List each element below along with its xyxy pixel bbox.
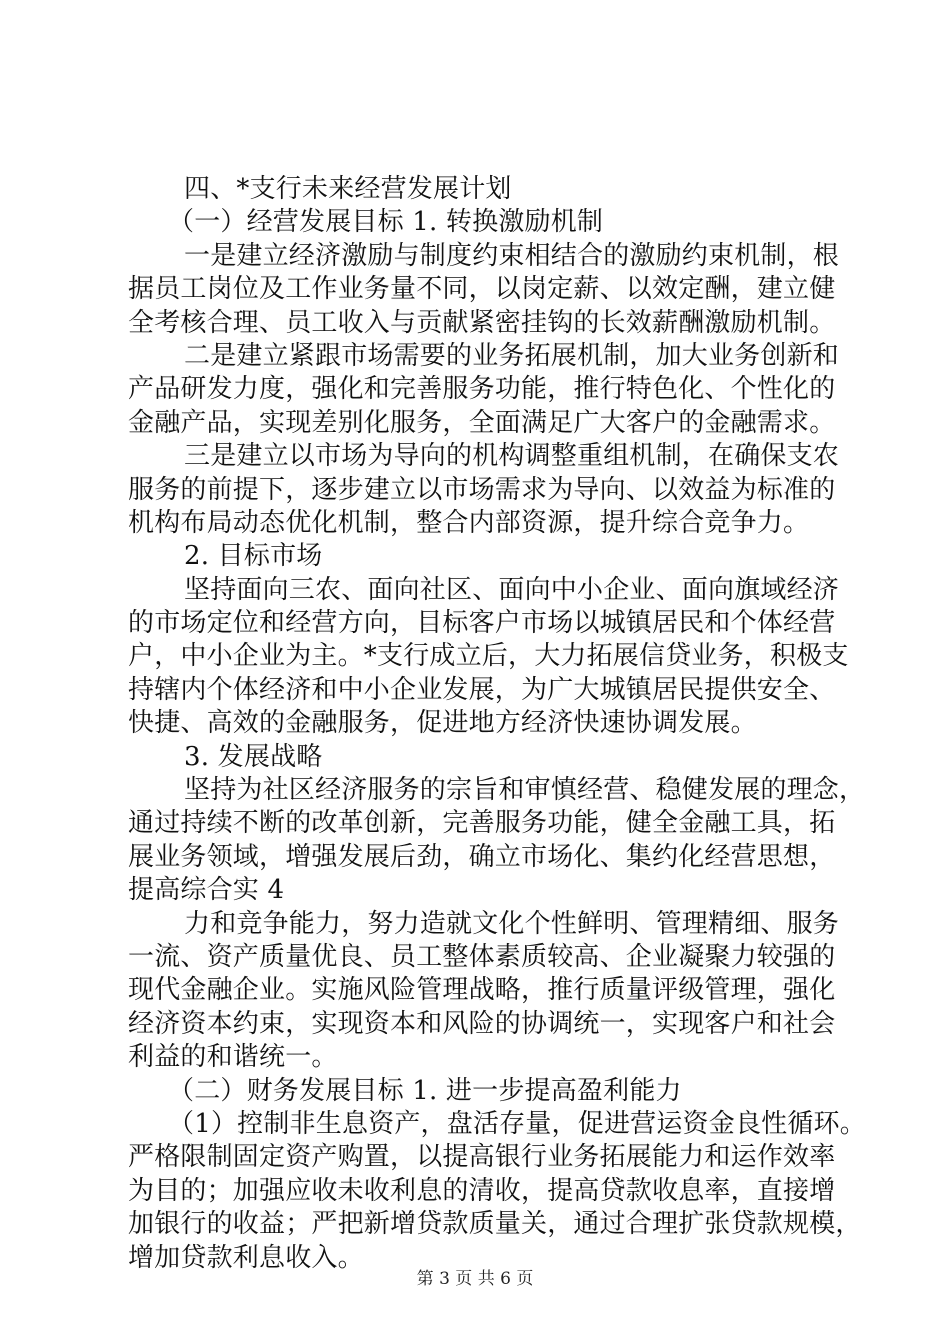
paragraph-line: 据员工岗位及工作业务量不同，以岗定薪、以效定酬，建立健	[128, 274, 836, 305]
paragraph-line: 坚持面向三农、面向社区、面向中小企业、面向旗域经济	[184, 574, 840, 605]
paragraph-line: 一流、资产质量优良、员工整体素质较高、企业凝聚力较强的	[128, 941, 836, 972]
paragraph-line: 提高综合实 4	[128, 875, 285, 906]
paragraph-line: 产品研发力度，强化和完善服务功能，推行特色化、个性化的	[128, 374, 836, 405]
paragraph-line: （1）控制非生息资产，盘活存量，促进营运资金良性循环。	[168, 1108, 866, 1139]
paragraph-line: 经济资本约束，实现资本和风险的协调统一，实现客户和社会	[128, 1008, 836, 1039]
subsection-heading: 2. 目标市场	[184, 541, 323, 572]
page-number-footer: 第 3 页 共 6 页	[416, 1269, 534, 1289]
paragraph-line: 通过持续不断的改革创新，完善服务功能，健全金融工具，拓	[128, 808, 836, 839]
paragraph-line: 金融产品，实现差别化服务，全面满足广大客户的金融需求。	[128, 407, 836, 438]
paragraph-line: 严格限制固定资产购置，以提高银行业务拓展能力和运作效率	[128, 1142, 836, 1173]
paragraph-line: 持辖内个体经济和中小企业发展，为广大城镇居民提供安全、	[128, 674, 836, 705]
subsection-heading: （一）经营发展目标 1. 转换激励机制	[168, 207, 604, 238]
paragraph-line: 户，中小企业为主。*支行成立后，大力拓展信贷业务，积极支	[128, 641, 849, 672]
paragraph-line: 增加贷款利息收入。	[128, 1242, 364, 1273]
document-body	[128, 173, 866, 1275]
paragraph-line: 坚持为社区经济服务的宗旨和审慎经营、稳健发展的理念，	[184, 775, 866, 806]
paragraph-line: 为目的；加强应收未收利息的清收，提高贷款收息率，直接增	[128, 1175, 836, 1206]
paragraph-line: 全考核合理、员工收入与贡献紧密挂钩的长效薪酬激励机制。	[128, 307, 836, 338]
paragraph-line: 三是建立以市场为导向的机构调整重组机制，在确保支农	[184, 441, 840, 472]
paragraph-line: 加银行的收益；严把新增贷款质量关，通过合理扩张贷款规模，	[128, 1209, 862, 1240]
paragraph-line: 展业务领域，增强发展后劲，确立市场化、集约化经营思想，	[128, 841, 836, 872]
subsection-heading: 3. 发展战略	[184, 741, 323, 772]
paragraph-line: 一是建立经济激励与制度约束相结合的激励约束机制，根	[184, 240, 840, 271]
paragraph-line: 的市场定位和经营方向，目标客户市场以城镇居民和个体经营	[128, 608, 836, 639]
paragraph-line: 快捷、高效的金融服务，促进地方经济快速协调发展。	[128, 708, 757, 739]
subsection-heading: （二）财务发展目标 1. 进一步提高盈利能力	[168, 1075, 682, 1106]
paragraph-line: 服务的前提下，逐步建立以市场需求为导向、以效益为标准的	[128, 474, 836, 505]
paragraph-line: 利益的和谐统一。	[128, 1042, 338, 1073]
paragraph-line: 现代金融企业。实施风险管理战略，推行质量评级管理，强化	[128, 975, 836, 1006]
paragraph-line: 二是建立紧跟市场需要的业务拓展机制，加大业务创新和	[184, 340, 840, 371]
paragraph-line: 机构布局动态优化机制，整合内部资源，提升综合竞争力。	[128, 507, 810, 538]
paragraph-line: 力和竞争能力，努力造就文化个性鲜明、管理精细、服务	[184, 908, 840, 939]
section-heading: 四、*支行未来经营发展计划	[184, 174, 512, 204]
